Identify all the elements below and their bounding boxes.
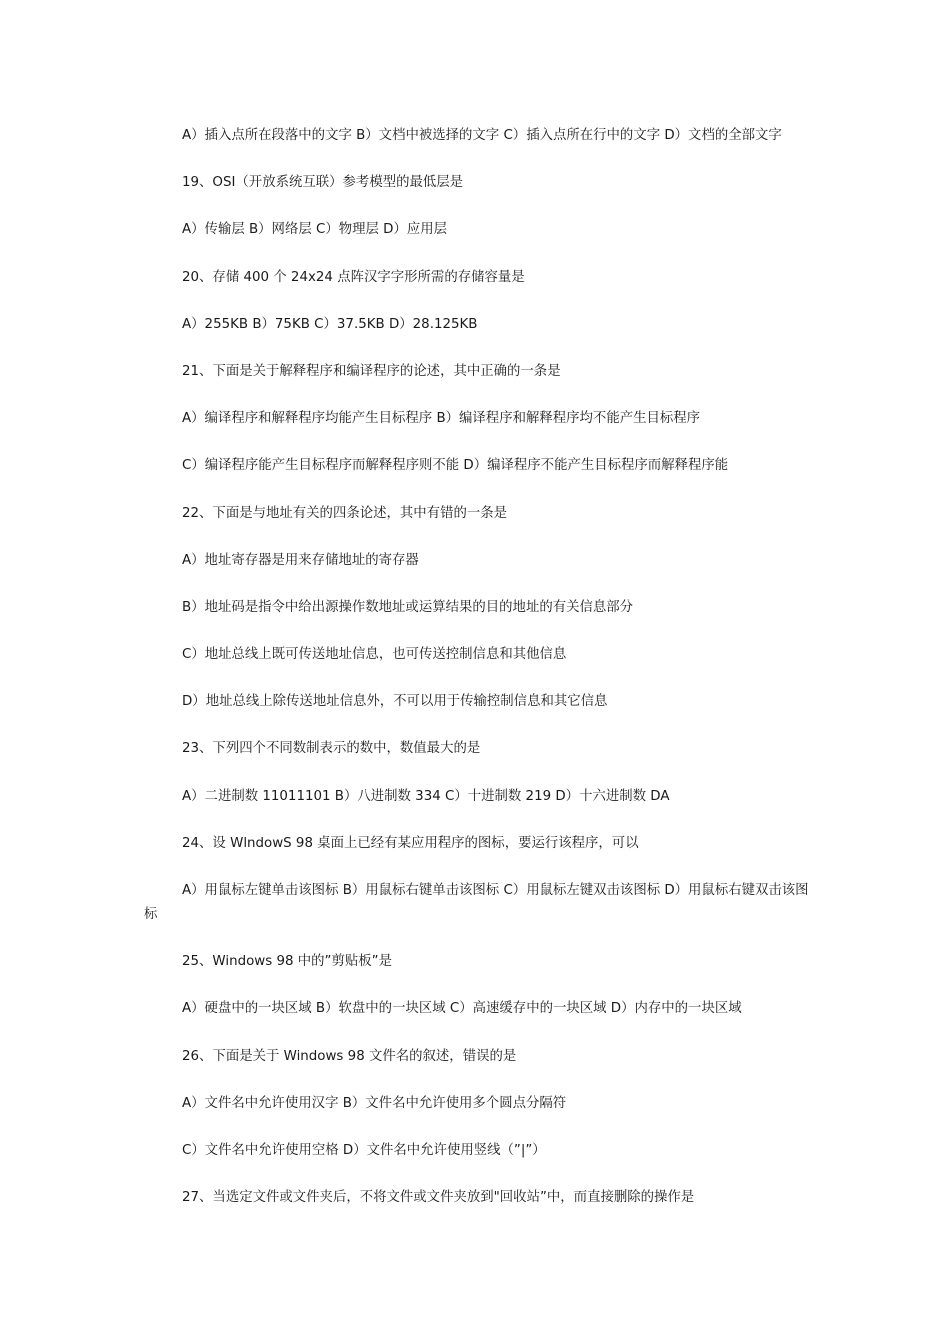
answer-options-q20: A）255KB B）75KB C）37.5KB D）28.125KB <box>182 316 478 332</box>
answer-options-q26-cd: C）文件名中允许使用空格 D）文件名中允许使用竖线（”|”） <box>182 1142 546 1158</box>
answer-options-q25: A）硬盘中的一块区域 B）软盘中的一块区域 C）高速缓存中的一块区域 D）内存中的一块区域 <box>182 1001 742 1017</box>
answer-option-q22-c: C）地址总线上既可传送地址信息，也可传送控制信息和其他信息 <box>182 647 567 663</box>
question-26: 26、下面是关于 Windows 98 文件名的叙述，错误的是 <box>182 1048 517 1064</box>
answer-options-q21-cd: C）编译程序能产生目标程序而解释程序则不能 D）编译程序不能产生目标程序而解释程序能 <box>182 458 729 474</box>
question-25: 25、Windows 98 中的”剪贴板”是 <box>182 954 392 970</box>
answer-options-q24: A）用鼠标左键单击该图标 B）用鼠标右键单击该图标 C）用鼠标左键双击该图标 D）用鼠标右键双击该图标 <box>144 883 809 922</box>
question-20: 20、存储 400 个 24x24 点阵汉字字形所需的存储容量是 <box>182 269 525 285</box>
answer-options-q18: A）插入点所在段落中的文字 B）文档中被选择的文字 C）插入点所在行中的文字 D）文档的全部文字 <box>182 128 782 143</box>
document-body <box>144 124 814 1210</box>
answer-options-q23: A）二进制数 11011101 B）八进制数 334 C）十进制数 219 D）十六进制数 DA <box>182 788 670 804</box>
answer-option-q22-b: B）地址码是指令中给出源操作数地址或运算结果的目的地址的有关信息部分 <box>182 599 634 615</box>
question-24: 24、设 WlndowS 98 桌面上已经有某应用程序的图标，要运行该程序，可以 <box>182 835 639 851</box>
question-23: 23、下列四个不同数制表示的数中，数值最大的是 <box>182 741 481 757</box>
question-19: 19、OSI（开放系统互联）参考模型的最低层是 <box>182 175 464 191</box>
answer-options-q19: A）传输层 B）网络层 C）物理层 D）应用层 <box>182 222 448 238</box>
question-21: 21、下面是关于解释程序和编译程序的论述，其中正确的一条是 <box>182 363 561 379</box>
answer-option-q22-a: A）地址寄存器是用来存储地址的寄存器 <box>182 552 419 568</box>
question-27: 27、当选定文件或文件夹后，不将文件或文件夹放到"回收站”中，而直接删除的操作是 <box>182 1190 695 1206</box>
answer-options-q26-ab: A）文件名中允许使用汉字 B）文件名中允许使用多个圆点分隔符 <box>182 1095 567 1111</box>
answer-option-q22-d: D）地址总线上除传送地址信息外，不可以用于传输控制信息和其它信息 <box>182 694 608 710</box>
question-22: 22、下面是与地址有关的四条论述，其中有错的一条是 <box>182 505 508 521</box>
answer-options-q21-ab: A）编译程序和解释程序均能产生目标程序 B）编译程序和解释程序均不能产生目标程序 <box>182 411 701 427</box>
